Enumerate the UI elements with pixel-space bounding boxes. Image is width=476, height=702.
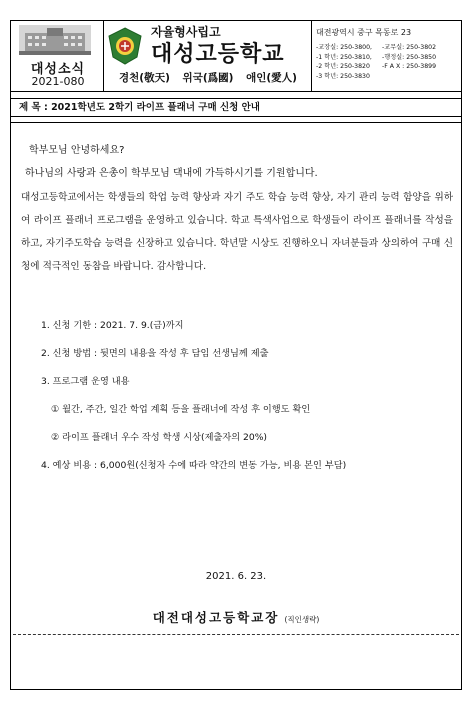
school-emblem-icon bbox=[107, 27, 143, 65]
divider bbox=[11, 116, 461, 117]
school-name: 대성고등학교 bbox=[151, 42, 285, 67]
program-subitem: ② 라이프 플래너 우수 작성 학생 시상(제출자의 20%) bbox=[51, 432, 268, 443]
phone-list bbox=[316, 43, 436, 81]
phone-entry: -2 학년: 250-3820 bbox=[316, 63, 370, 71]
school-type: 자율형사립고 bbox=[151, 25, 221, 39]
program-subitem: ① 월간, 주간, 일간 학업 계획 등을 플래너에 작성 후 이행도 확인 bbox=[51, 404, 311, 415]
cost-item: 4. 예상 비용 : 6,000원(신청자 수에 따라 약간의 변동 가능, 비용 본인 부담) bbox=[41, 460, 347, 471]
newsletter-number: 2021-080 bbox=[31, 75, 85, 88]
phone-entry: -교무실: 250-3802 bbox=[382, 44, 437, 51]
school-motto bbox=[119, 70, 309, 85]
main-paragraph: 대성고등학교에서는 학생들의 학업 능력 향상과 자기 주도 학습 능력 향상, 자기 관리 능력 함양을 위하여 라이프 플래너 프로그램을 운영하고 있습니다. 학교 특색사업으로 학생들이 라이프 플래너를 작성을 하고, 자기주도학습 능력을 신장하고 있습니다. 학년말 시상도 진행하오니 자녀분들과 상의하여 구매 신청에 적극적인 동참을 바랍니다. 감사합니다. bbox=[21, 192, 453, 272]
subject-line: 제 목 : 2021학년도 2학기 라이프 플래너 구매 신청 안내 bbox=[19, 102, 260, 113]
divider bbox=[311, 21, 312, 91]
motto-item: 경천(敬天) bbox=[119, 72, 170, 84]
phone-entry: -교장실: 250-3800, bbox=[316, 44, 372, 51]
phone-entry: -1 학년: 250-3810, bbox=[316, 53, 372, 61]
method-item: 2. 신청 방법 : 뒷면의 내용을 작성 후 담임 선생님께 제출 bbox=[41, 348, 269, 359]
phone-entry: -F A X : 250-3899 bbox=[382, 63, 437, 71]
greeting: 학부모님 안녕하세요? bbox=[29, 145, 125, 156]
signature-block bbox=[11, 607, 461, 626]
school-building-image bbox=[19, 25, 91, 55]
cut-line bbox=[13, 634, 459, 635]
divider bbox=[11, 91, 461, 92]
school-address: 대전광역시 중구 목동로 23 bbox=[316, 28, 412, 37]
document-frame bbox=[10, 20, 462, 690]
motto-item: 애인(愛人) bbox=[246, 72, 297, 84]
principal-title: 대전대성고등학교장 bbox=[152, 610, 280, 625]
program-item: 3. 프로그램 운영 내용 bbox=[41, 376, 130, 387]
deadline-item: 1. 신청 기한 : 2021. 7. 9.(금)까지 bbox=[41, 320, 184, 331]
divider bbox=[103, 21, 104, 91]
motto-item: 위국(爲國) bbox=[182, 72, 234, 84]
blessing-line: 하나님의 사랑과 은총이 학부모님 댁내에 가득하시기를 기원합니다. bbox=[25, 168, 318, 179]
phone-entry: -행정실: 250-3850 bbox=[382, 53, 437, 61]
phone-entry: -3 학년: 250-3830 bbox=[316, 72, 370, 80]
newsletter-title: 대성소식 bbox=[30, 62, 86, 77]
divider bbox=[11, 122, 461, 123]
letterhead bbox=[11, 21, 461, 91]
issue-date: 2021. 6. 23. bbox=[205, 571, 267, 582]
seal-note: (직인생략) bbox=[284, 615, 320, 624]
